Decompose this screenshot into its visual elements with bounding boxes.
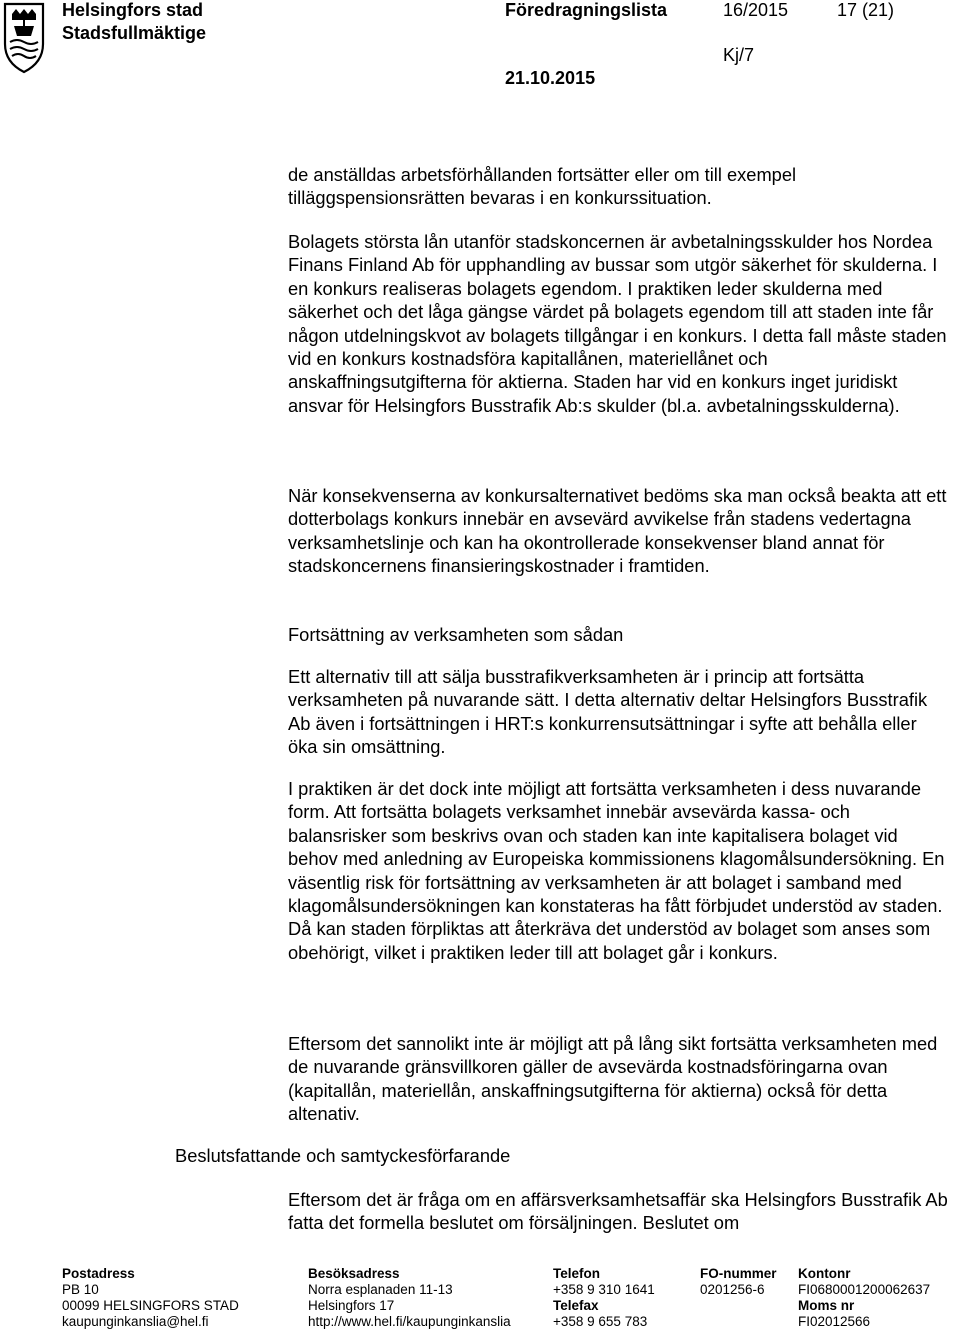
footer-website: http://www.hel.fi/kaupunginkanslia <box>308 1314 511 1329</box>
paragraph: När konsekvenserna av konkursalternativet bedöms ska man också beakta att ett dotterbolags konkurs innebär en avsevärd avvikelse från stadens vedertagna verksamhetslinje och kan ha okontrollerade konsekvenser bland annat för stadskoncernens finansieringskostnader i framtiden. <box>288 485 947 577</box>
footer-email: kaupunginkanslia@hel.fi <box>62 1314 209 1329</box>
footer-phone: Telefon +358 9 310 1641 Telefax +358 9 655 783 <box>553 1266 655 1329</box>
organization-name: Helsingfors stad <box>62 0 204 20</box>
footer-visiting-address: Besöksadress Norra esplanaden 11-13 Helsingfors 17 http://www.hel.fi/kaupunginkanslia <box>308 1266 511 1329</box>
paragraph: Bolagets största lån utanför stadskoncernen är avbetalningsskulder hos Nordea Finans Finland Ab för upphandling av bussar som utgör säkerhet för skulderna. I en konkurs realiseras bolagets egendom. I praktiken leder skulderna med säkerhet och det låga gängse värdet på bolagets egendom till att staden inte får någon utdelningskvot av bolagets tillgångar i en konkurs. I detta fall måste staden vid en konkurs kostnadsföra kapitallånen, materiellånet och anskaffningsutgifterna för aktierna. Staden har vid en konkurs inget juridiskt ansvar för Helsingfors Busstrafik Ab:s skulder (bl.a. avbetalningsskulderna). <box>288 231 947 416</box>
meeting-date: 21.10.2015 <box>505 68 596 88</box>
page-number: 17 (21) <box>837 0 895 20</box>
side-heading: Beslutsfattande och samtyckesförfarande <box>175 1145 511 1166</box>
council-name: Stadsfullmäktige <box>62 23 207 43</box>
section-heading: Fortsättning av verksamheten som sådan <box>288 624 624 645</box>
paragraph: de anställdas arbetsförhållanden fortsätter eller om till exempel tilläggspensionsrätten bevaras i en konkurssituation. <box>288 164 797 209</box>
footer-postal-address: Postadress PB 10 00099 HELSINGFORS STAD kaupunginkanslia@hel.fi <box>62 1266 239 1329</box>
paragraph: I praktiken är det dock inte möjligt att fortsätta verksamheten i dess nuvarande form. Att fortsätta bolagets verksamhet innebär avsevärda kassa- och balansrisker som beskrivs ovan och staden kan inte kapitalisera bolaget vid behov med anledning av Europeiska kommissionens klagomålsundersökning. En väsentlig risk för fortsättning av verksamheten är att bolaget i samband med klagomålsundersökningen kan konstateras ha fått förbjudet understöd av staden. Då kan staden förpliktas att återkräva det understöd av bolaget som anses som obehörigt, vilket i praktiken leder till att bolaget går i konkurs. <box>288 778 945 963</box>
document-type: Föredragningslista <box>505 0 668 20</box>
footer-business-id: FO-nummer 0201256-6 <box>700 1266 777 1297</box>
paragraph: Eftersom det sannolikt inte är möjligt att på lång sikt fortsätta verksamheten med de nuvarande gränsvillkoren gäller de avsevärda kostnadsföringarna ovan (kapitallån, materiellån, anskaffningsutgifterna för aktierna) också för detta altenativ. <box>288 1033 938 1125</box>
paragraph: Ett alternativ till att sälja busstrafikverksamheten är i princip att fortsätta verksamheten på nuvarande sätt. I detta alternativ deltar Helsingfors Busstrafik Ab även i fortsättningen i HRT:s konkurrensutsättningar i syfte att behålla eller öka sin omsättning. <box>288 666 928 758</box>
footer-account: Kontonr FI0680001200062637 Moms nr FI02012566 <box>798 1266 931 1329</box>
list-number: 16/2015 <box>723 0 789 20</box>
item-number: Kj/7 <box>723 45 755 65</box>
paragraph: Eftersom det är fråga om en affärsverksamhetsaffär ska Helsingfors Busstrafik Ab fatta det formella beslutet om försäljningen. Beslutet om <box>288 1189 948 1234</box>
helsinki-coat-of-arms-icon <box>2 0 46 74</box>
